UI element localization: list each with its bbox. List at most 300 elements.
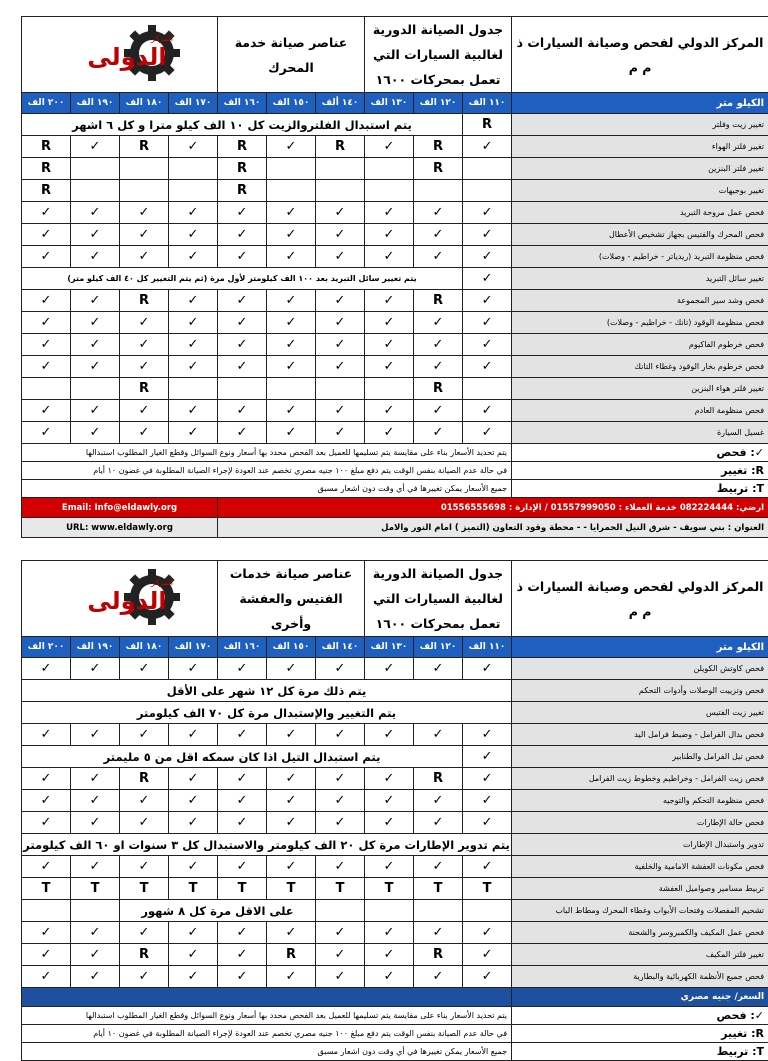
legend-note: يتم تحديد الأسعار بناء على مقايسة يتم تسليمها للعميل بعد الفحص محدد بها أسعار ونوع السوائل وقطع الغيار المطلوب استبدالها [22,1007,512,1025]
schedule-cell [316,158,365,180]
table-row [22,290,768,312]
schedule-cell: ✓ [463,224,512,246]
schedule-cell: ✓ [267,224,316,246]
km-header-cell: ١٩٠ الف [71,637,120,658]
schedule-cell: ✓ [463,422,512,444]
legend-key: R: تغيير [512,1025,768,1043]
table-row [22,180,768,202]
schedule-cell: ✓ [463,944,512,966]
table-row [22,114,768,136]
contact-row [22,498,768,518]
row-label: فحص منظومة التحكم والتوجيه [512,790,768,812]
engine-schedule-table [21,16,768,538]
schedule-cell: ✓ [120,246,169,268]
schedule-cell [71,158,120,180]
schedule-cell [365,180,414,202]
schedule-cell: R [463,114,512,136]
schedule-cell: ✓ [169,356,218,378]
schedule-cell: ✓ [414,966,463,988]
schedule-cell [414,900,463,922]
row-label: تغيير فلتر المكيف [512,944,768,966]
table-row [22,312,768,334]
row-label: فحص بدال الفرامل - وضبط فرامل اليد [512,724,768,746]
center-title: المركز الدولي لفحص وصيانة السيارات ذ م م [512,561,768,637]
schedule-cell: ✓ [22,658,71,680]
km-header-cell: ١٦٠ الف [218,93,267,114]
table-row [22,202,768,224]
km-header-cell: ١١٠ الف [463,93,512,114]
schedule-cell: ✓ [267,202,316,224]
schedule-cell: ✓ [463,246,512,268]
schedule-cell: R [267,944,316,966]
schedule-cell: ✓ [463,356,512,378]
schedule-cell: R [316,136,365,158]
schedule-cell: ✓ [169,944,218,966]
table-row [22,768,768,790]
schedule-cell: ✓ [169,790,218,812]
svg-text:المركز: المركز [150,578,173,587]
schedule-cell: ✓ [169,202,218,224]
schedule-cell: ✓ [316,290,365,312]
schedule-cell: ✓ [218,790,267,812]
schedule-cell: ✓ [316,400,365,422]
schedule-cell: ✓ [169,422,218,444]
table-row [22,812,768,834]
legend-key: ✓: فحص [512,1007,768,1025]
table-row [22,856,768,878]
schedule-cell: ✓ [316,312,365,334]
schedule-cell: ✓ [365,812,414,834]
schedule-cell [71,180,120,202]
schedule-cell [22,900,71,922]
section-title: عناصر صيانة خدمة المحرك [218,17,365,93]
schedule-title: جدول الصيانة الدورية لغالبية السيارات التي تعمل بمحركات ١٦٠٠ [365,561,512,637]
maintenance-sheet-engine [21,16,768,538]
center-title: المركز الدولي لفحص وصيانة السيارات ذ م م [512,17,768,93]
row-label: فحص منظومة الوقود (تانك - خراطيم - وصلات) [512,312,768,334]
price-label: السعر/ جنيه مصري [512,988,768,1007]
row-label: فحص منظومة التبريد (ريدياتر - خراطيم - وصلات) [512,246,768,268]
schedule-cell: ✓ [71,356,120,378]
section-title: عناصر صيانة خدمات الفتيس والعفشة وأخرى [218,561,365,637]
gear-logo-icon [22,25,218,81]
schedule-cell: ✓ [316,856,365,878]
schedule-cell: T [71,878,120,900]
schedule-cell: ✓ [414,658,463,680]
schedule-cell: ✓ [267,724,316,746]
interval-note: يتم تغيير سائل التبريد بعد ١٠٠ الف كيلومتر لأول مرة (ثم يتم التغيير كل ٤٠ الف كيلو متر) [22,268,463,290]
table-row [22,878,768,900]
schedule-cell [365,900,414,922]
schedule-cell: ✓ [22,356,71,378]
schedule-cell: ✓ [71,290,120,312]
km-header-row [22,637,768,658]
schedule-cell: ✓ [218,422,267,444]
legend-key: R: تغيير [512,462,768,480]
schedule-cell [316,180,365,202]
schedule-cell: ✓ [218,356,267,378]
schedule-cell: ✓ [22,334,71,356]
legend-note: جميع الأسعار يمكن تغييرها في أي وقت دون اشعار مسبق [22,480,512,498]
row-label: تغيير فلتر هواء البنزين [512,378,768,400]
schedule-cell: ✓ [414,922,463,944]
schedule-cell: R [22,158,71,180]
schedule-cell: ✓ [267,768,316,790]
km-header-cell: ١٢٠ الف [414,637,463,658]
km-label: الكيلو متر [512,93,768,114]
schedule-cell: ✓ [316,224,365,246]
table-row [22,378,768,400]
schedule-cell: ✓ [22,790,71,812]
interval-note: يتم ذلك مرة كل ١٢ شهر على الأقل [22,680,512,702]
km-header-cell: ١٤٠ الف [316,637,365,658]
schedule-cell: ✓ [71,422,120,444]
schedule-cell: T [365,878,414,900]
schedule-cell: R [120,768,169,790]
schedule-cell: ✓ [463,790,512,812]
schedule-cell: ✓ [463,746,512,768]
km-header-cell: ٢٠٠ الف [22,637,71,658]
schedule-cell: ✓ [267,246,316,268]
schedule-title: جدول الصيانة الدورية لغالبية السيارات التي تعمل بمحركات ١٦٠٠ [365,17,512,93]
interval-note: يتم استبدال الفلتروالزيت كل ١٠ الف كيلو مترا و كل ٦ اشهر [22,114,463,136]
km-header-cell: ١٥٠ الف [267,637,316,658]
url-text: URL: www.eldawly.org [22,518,218,538]
schedule-cell: ✓ [414,724,463,746]
schedule-cell: R [120,136,169,158]
schedule-cell: ✓ [267,356,316,378]
schedule-cell: R [218,180,267,202]
schedule-cell: ✓ [267,790,316,812]
schedule-cell: ✓ [71,812,120,834]
schedule-cell: ✓ [218,202,267,224]
schedule-cell: ✓ [218,922,267,944]
km-header-cell: ١٣٠ الف [365,93,414,114]
schedule-cell: T [169,878,218,900]
schedule-cell: ✓ [22,922,71,944]
table-row [22,702,768,724]
legend-note: يتم تحديد الأسعار بناء على مقايسة يتم تسليمها للعميل بعد الفحص محدد بها أسعار ونوع السوائل وقطع الغيار المطلوب استبدالها [22,444,512,462]
schedule-cell: R [414,158,463,180]
row-label: تغيير فلتر الهواء [512,136,768,158]
address-row [22,518,768,538]
schedule-cell: ✓ [316,944,365,966]
row-label: تغيير زيت وفلتر [512,114,768,136]
schedule-cell: ✓ [267,966,316,988]
table-row [22,268,768,290]
legend-row [22,444,768,462]
schedule-cell [71,900,120,922]
schedule-cell: ✓ [414,856,463,878]
schedule-cell: ✓ [365,922,414,944]
schedule-cell: ✓ [365,724,414,746]
row-label: فحص حالة الإطارات [512,812,768,834]
schedule-cell: ✓ [169,724,218,746]
schedule-cell: ✓ [169,136,218,158]
row-label: غسيل السيارة [512,422,768,444]
legend-note: في حالة عدم الصيانة بنفس الوقت يتم دفع مبلغ ١٠٠ جنيه مصري تخصم عند العودة لإجراء الصيانة المطلوبة في غضون ١٠ أيام [22,462,512,480]
company-logo [22,561,218,637]
schedule-cell: ✓ [414,246,463,268]
schedule-cell: ✓ [316,812,365,834]
legend-row [22,480,768,498]
schedule-cell: ✓ [120,922,169,944]
schedule-cell: ✓ [365,202,414,224]
table-row [22,158,768,180]
row-label: تغيير سائل التبريد [512,268,768,290]
table-row [22,334,768,356]
schedule-cell: T [218,878,267,900]
schedule-cell: ✓ [22,202,71,224]
schedule-cell: ✓ [169,966,218,988]
schedule-cell: ✓ [71,202,120,224]
schedule-cell: ✓ [316,790,365,812]
schedule-cell: ✓ [365,356,414,378]
schedule-cell: ✓ [267,136,316,158]
km-header-cell: ١٦٠ الف [218,637,267,658]
schedule-cell: ✓ [267,312,316,334]
company-logo [22,17,218,93]
schedule-cell: ✓ [316,202,365,224]
schedule-cell: R [414,944,463,966]
schedule-cell: T [120,878,169,900]
table-row [22,790,768,812]
schedule-cell: ✓ [414,400,463,422]
row-label: تشحيم المفصلات وفتحات الأبواب وغطاء المحرك ومطاط الباب [512,900,768,922]
schedule-cell: ✓ [267,658,316,680]
schedule-cell: ✓ [169,334,218,356]
km-header-cell: ١٨٠ الف [120,93,169,114]
schedule-cell [365,158,414,180]
gear-logo-icon [22,569,218,625]
schedule-cell: ✓ [316,724,365,746]
schedule-cell: ✓ [22,724,71,746]
schedule-cell: ✓ [120,334,169,356]
table-row [22,944,768,966]
table-row [22,746,768,768]
schedule-cell: ✓ [120,724,169,746]
schedule-cell: R [22,180,71,202]
schedule-cell: R [120,378,169,400]
price-row [22,988,768,1007]
km-header-cell: ١٩٠ الف [71,93,120,114]
schedule-cell: ✓ [71,790,120,812]
table-row [22,922,768,944]
schedule-cell [169,378,218,400]
km-header-cell: ١٢٠ الف [414,93,463,114]
phones-text: ارضي: 082224444 خدمة العملاء : 01557999050 / الإدارة : 01556555698 [218,498,768,518]
schedule-cell: ✓ [267,400,316,422]
schedule-cell: ✓ [463,202,512,224]
schedule-cell: ✓ [414,422,463,444]
legend-key: ✓: فحص [512,444,768,462]
schedule-cell: ✓ [365,966,414,988]
schedule-cell: ✓ [316,922,365,944]
schedule-cell: ✓ [120,312,169,334]
km-header-cell: ١٥٠ الف [267,93,316,114]
legend-note: جميع الأسعار يمكن تغييرها في أي وقت دون اشعار مسبق [22,1043,512,1061]
schedule-cell: ✓ [22,856,71,878]
table-row [22,224,768,246]
schedule-cell: ✓ [463,334,512,356]
schedule-cell: T [463,878,512,900]
row-label: فحص خرطوم بخار الوقود وغطاء التانك [512,356,768,378]
schedule-cell: ✓ [218,856,267,878]
schedule-cell [169,180,218,202]
svg-text:المركز: المركز [150,34,173,43]
row-label: فحص مكونات العفشة الامامية والخلفية [512,856,768,878]
schedule-cell: R [414,378,463,400]
schedule-cell: ✓ [365,658,414,680]
schedule-cell: ✓ [316,356,365,378]
row-label: فحص عمل المكيف والكمبروسر والشحنة [512,922,768,944]
schedule-cell: ✓ [22,290,71,312]
schedule-cell: ✓ [71,966,120,988]
interval-note: يتم التغيير والإستبدال مرة كل ٧٠ الف كيلومتر [22,702,512,724]
schedule-cell [22,378,71,400]
schedule-cell: ✓ [120,400,169,422]
schedule-cell: ✓ [120,966,169,988]
schedule-cell [267,378,316,400]
schedule-cell: ✓ [267,812,316,834]
schedule-cell [267,158,316,180]
schedule-cell [463,900,512,922]
schedule-cell: ✓ [365,246,414,268]
schedule-cell: ✓ [414,356,463,378]
row-label: فحص عمل مروحة التبريد [512,202,768,224]
row-label: فحص وتزييت الوصلات وأدوات التحكم [512,680,768,702]
schedule-cell [169,158,218,180]
schedule-cell: ✓ [218,812,267,834]
legend-row [22,1043,768,1061]
schedule-cell: T [316,878,365,900]
table-row [22,356,768,378]
schedule-cell: ✓ [169,224,218,246]
schedule-cell: ✓ [169,768,218,790]
schedule-cell: ✓ [365,944,414,966]
schedule-cell: ✓ [169,922,218,944]
schedule-cell: ✓ [120,356,169,378]
schedule-cell [218,378,267,400]
schedule-cell: ✓ [169,246,218,268]
schedule-cell: R [120,944,169,966]
table-row [22,680,768,702]
schedule-cell: ✓ [22,768,71,790]
schedule-cell: ✓ [365,400,414,422]
schedule-cell: ✓ [414,224,463,246]
schedule-cell: ✓ [365,224,414,246]
table-row [22,834,768,856]
schedule-cell: ✓ [218,658,267,680]
schedule-cell: ✓ [218,400,267,422]
schedule-cell: ✓ [120,856,169,878]
schedule-cell: R [22,136,71,158]
schedule-cell: ✓ [120,658,169,680]
schedule-cell: ✓ [22,246,71,268]
legend-row [22,1007,768,1025]
row-label: فحص كاوتش الكويلن [512,658,768,680]
schedule-cell: ✓ [169,856,218,878]
km-label: الكيلو متر [512,637,768,658]
schedule-cell: ✓ [316,422,365,444]
schedule-cell [463,180,512,202]
row-label: فحص وشد سير المجموعة [512,290,768,312]
schedule-cell: ✓ [22,812,71,834]
schedule-cell: ✓ [71,312,120,334]
row-label: تغيير فلتر البنزين [512,158,768,180]
schedule-cell: ✓ [71,136,120,158]
interval-note: يتم تدوير الإطارات مرة كل ٢٠ الف كيلومتر والاستبدال كل ٣ سنوات او ٦٠ الف كيلومتر [22,834,512,856]
schedule-cell: ✓ [365,290,414,312]
schedule-cell: R [120,290,169,312]
transmission-schedule-table [21,560,768,1061]
schedule-cell: ✓ [463,290,512,312]
schedule-cell: ✓ [316,246,365,268]
schedule-cell: ✓ [169,658,218,680]
svg-text:الدولى: الدولى [87,587,166,615]
schedule-cell: ✓ [267,290,316,312]
km-header-cell: ١٧٠ الف [169,637,218,658]
schedule-cell: ✓ [463,724,512,746]
schedule-cell: ✓ [71,334,120,356]
table-row [22,136,768,158]
schedule-cell [316,378,365,400]
legend-note: في حالة عدم الصيانة بنفس الوقت يتم دفع مبلغ ١٠٠ جنيه مصري تخصم عند العودة لإجراء الصيانة المطلوبة في غضون ١٠ أيام [22,1025,512,1043]
schedule-cell: ✓ [414,790,463,812]
schedule-cell [316,900,365,922]
schedule-cell: ✓ [218,966,267,988]
schedule-cell: ✓ [22,422,71,444]
schedule-cell: ✓ [267,856,316,878]
row-label: تدوير واستبدال الإطارات [512,834,768,856]
schedule-cell: ✓ [71,922,120,944]
schedule-cell: ✓ [71,224,120,246]
schedule-cell: ✓ [22,312,71,334]
schedule-cell [463,378,512,400]
schedule-cell: ✓ [365,768,414,790]
row-label: تغيير بوجيهات [512,180,768,202]
table-row [22,658,768,680]
schedule-cell: ✓ [463,922,512,944]
schedule-cell: ✓ [463,812,512,834]
km-header-cell: ٢٠٠ الف [22,93,71,114]
schedule-cell: ✓ [71,768,120,790]
schedule-cell: ✓ [414,202,463,224]
schedule-cell: ✓ [22,400,71,422]
schedule-cell: ✓ [463,658,512,680]
schedule-cell: ✓ [414,334,463,356]
schedule-cell: ✓ [463,966,512,988]
schedule-cell: ✓ [120,422,169,444]
schedule-cell: ✓ [316,658,365,680]
table-row [22,246,768,268]
schedule-cell: ✓ [218,224,267,246]
schedule-cell: ✓ [22,944,71,966]
email-text: Email: Info@eldawly.org [22,498,218,518]
maintenance-sheet-transmission [21,560,768,1061]
legend-row [22,1025,768,1043]
schedule-cell: ✓ [267,422,316,444]
schedule-cell [365,378,414,400]
row-label: تربيط مسامير وصواميل العفشة [512,878,768,900]
schedule-cell: ✓ [71,724,120,746]
km-header-cell: ١٤٠ ألف [316,93,365,114]
schedule-cell: ✓ [71,944,120,966]
schedule-cell: R [218,136,267,158]
schedule-cell: ✓ [218,724,267,746]
table-row [22,900,768,922]
schedule-cell: R [414,290,463,312]
